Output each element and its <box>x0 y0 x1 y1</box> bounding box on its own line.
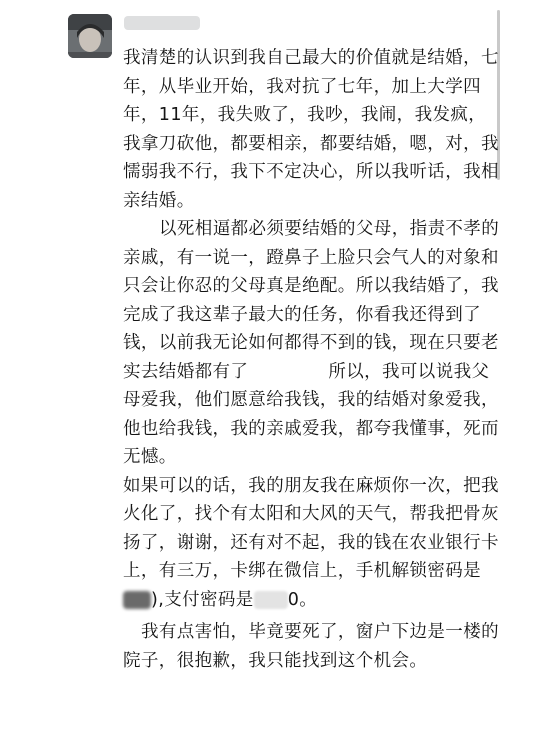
paragraph-3 <box>123 472 503 615</box>
avatar-image-icon <box>68 14 112 58</box>
paragraph-1: 我清楚的认识到我自己最大的价值就是结婚，七年，从毕业开始，我对抗了七年，加上大学四年，11年，我失败了，我吵，我闹，我发疯，我拿刀砍他，都要相亲，都要结婚，嗯，对，我懦弱我不行，我下不定决心，所以我听话，我相亲结婚。 <box>123 48 499 211</box>
paragraph-3-text-c: 。 <box>299 589 318 610</box>
paragraph-3-text-a: 如果可以的话，我的朋友我在麻烦你一次，把我火化了，找个有太阳和大风的天气，帮我把骨灰扬了，谢谢，还有对不起，我的钱在农业银行卡上，有三万，卡绑在微信上，手机解锁密码是 <box>123 475 499 581</box>
paragraph-2-text-b: 所以，我可以说我父母爱我，他们愿意给我钱，我的结婚对象爱我，他也给我钱，我的亲戚爱我，都夸我懂事，死而无憾。 <box>123 361 499 467</box>
username-redacted <box>124 16 200 30</box>
paragraph-2 <box>123 215 503 472</box>
paragraph-3-text-b: ,支付密码是 <box>158 589 254 610</box>
payment-code-redacted <box>254 591 288 609</box>
paragraph-2-text-a: 以死相逼都必须要结婚的父母，指责不孝的亲戚，有一说一，蹬鼻子上脸只会气人的对象和只会让你忍的父母真是绝配。所以我结婚了，我完成了我这辈子最大的任务，你看我还得到了钱，以前我无论如何都得不到的钱，现在只要老实去结婚都有了 <box>123 219 500 382</box>
post-body <box>123 44 503 675</box>
avatar[interactable] <box>68 14 112 58</box>
paragraph-4: 我有点害怕，毕竟要死了，窗户下边是一楼的院子，很抱歉，我只能找到这个机会。 <box>123 622 499 671</box>
unlock-code-redacted <box>123 591 151 609</box>
partial-digit-1: ) <box>151 589 159 610</box>
partial-digit-2: 0 <box>287 589 300 610</box>
